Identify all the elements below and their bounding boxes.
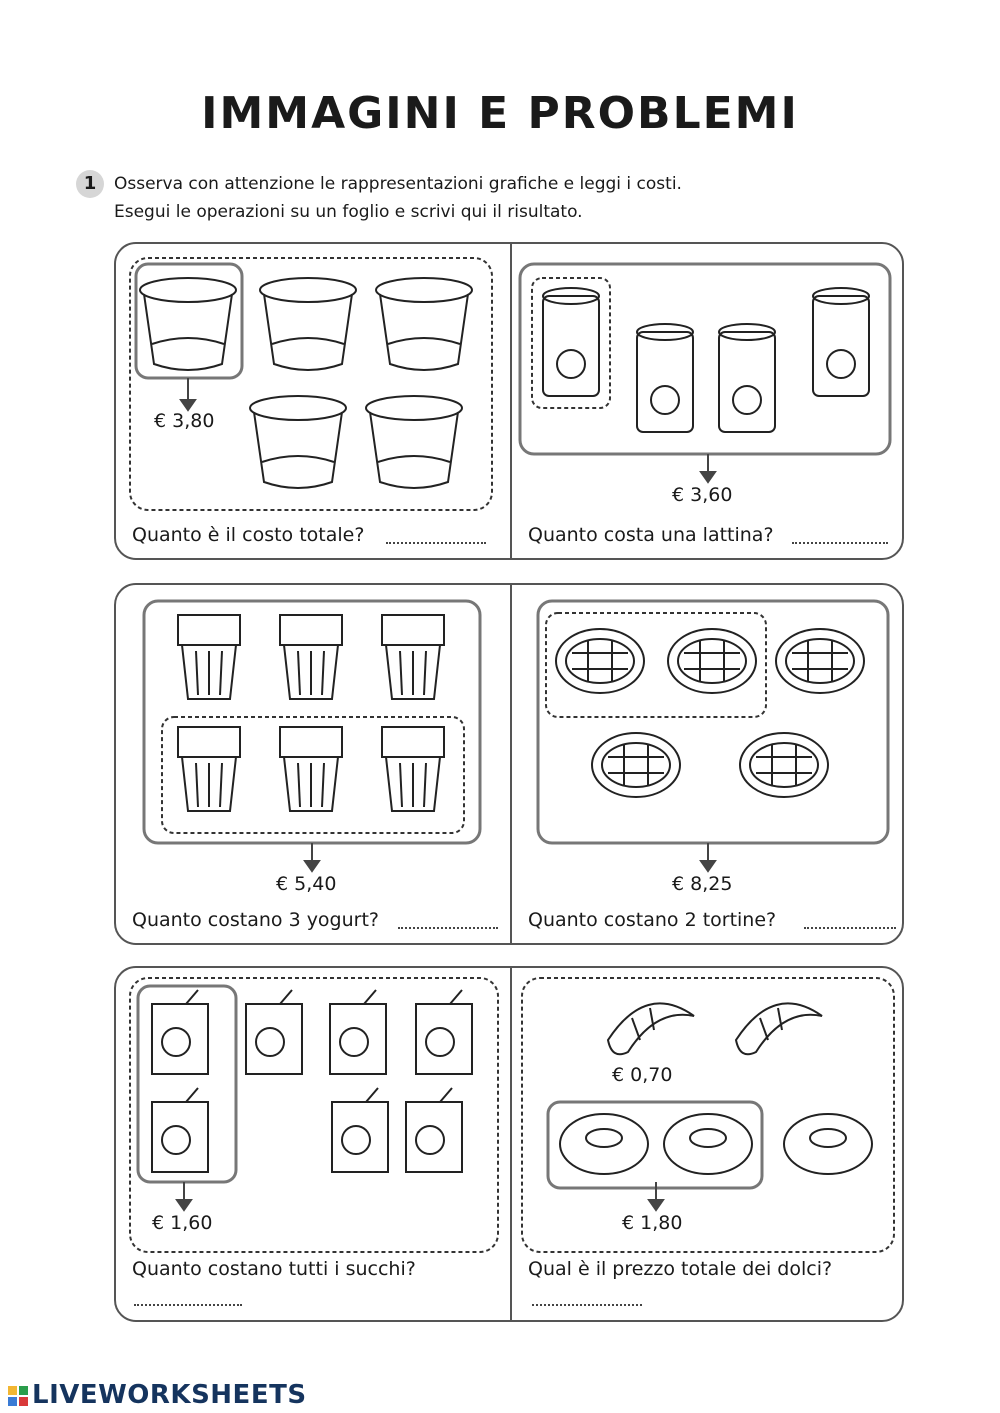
juice-box-icon [416,990,472,1074]
question-text: Quanto costano tutti i succhi? [132,1258,416,1280]
footer-brand [8,1380,307,1410]
croissant-icon [736,1003,822,1054]
juice-box-icon [246,990,302,1074]
can-icon [543,288,599,396]
exercise-instructions [114,170,682,226]
yogurt-pot-icon [280,615,342,699]
footer-brand-text: LIVEWORKSHEETS [32,1380,307,1410]
problem-row-3 [114,966,904,1322]
problem-row-2 [114,583,904,945]
juice-box-icon [332,1088,388,1172]
price-label: € 8,25 [672,873,733,895]
can-icon [719,324,775,432]
can-icon [637,324,693,432]
price-label: € 1,60 [152,1212,213,1234]
tart-icon [776,629,864,693]
price-label: € 3,60 [672,484,733,506]
yogurt-cup-icon [140,278,236,370]
donut-icon [664,1114,752,1174]
row-1-illustrations [116,244,906,562]
arrow-down-icon [649,1182,663,1210]
instruction-line-2: Esegui le operazioni su un foglio e scrivi qui il risultato. [114,202,583,222]
answer-field[interactable] [398,927,498,929]
page-title: IMMAGINI E PROBLEMI [201,88,799,139]
juice-box-icon [152,1088,208,1172]
can-icon [813,288,869,396]
question-text: Qual è il prezzo totale dei dolci? [528,1258,833,1280]
question-text: Quanto costano 2 tortine? [528,909,777,931]
juice-box-icon [406,1088,462,1172]
tart-icon [592,733,680,797]
problem-row-1 [114,242,904,560]
row-2-illustrations [116,585,906,947]
arrow-down-icon [701,843,715,871]
yogurt-cup-icon [250,396,346,488]
donut-icon [560,1114,648,1174]
exercise-number: 1 [76,170,104,198]
yogurt-pot-icon [178,615,240,699]
question-text: Quanto costano 3 yogurt? [132,909,380,931]
price-label: € 5,40 [276,873,337,895]
yogurt-cup-icon [260,278,356,370]
arrow-down-icon [181,378,195,410]
liveworksheets-logo-icon [8,1386,28,1406]
yogurt-cup-icon [376,278,472,370]
answer-field[interactable] [134,1304,242,1306]
croissant-icon [608,1003,694,1054]
arrow-down-icon [177,1182,191,1210]
question-text: Quanto costa una lattina? [528,524,774,546]
question-text: Quanto è il costo totale? [132,524,365,546]
answer-field[interactable] [804,927,896,929]
answer-field[interactable] [792,542,888,544]
answer-field[interactable] [386,542,486,544]
tart-icon [668,629,756,693]
tart-icon [556,629,644,693]
yogurt-pot-icon [178,727,240,811]
price-label: € 3,80 [154,410,215,432]
yogurt-pot-icon [280,727,342,811]
instruction-line-1: Osserva con attenzione le rappresentazioni grafiche e leggi i costi. [114,174,682,194]
price-label: € 0,70 [612,1064,673,1086]
donut-icon [784,1114,872,1174]
yogurt-pot-icon [382,615,444,699]
yogurt-cup-icon [366,396,462,488]
price-label: € 1,80 [622,1212,683,1234]
juice-box-icon [152,990,208,1074]
juice-box-icon [330,990,386,1074]
yogurt-pot-icon [382,727,444,811]
arrow-down-icon [701,454,715,482]
tart-icon [740,733,828,797]
answer-field[interactable] [532,1304,642,1306]
arrow-down-icon [305,843,319,871]
